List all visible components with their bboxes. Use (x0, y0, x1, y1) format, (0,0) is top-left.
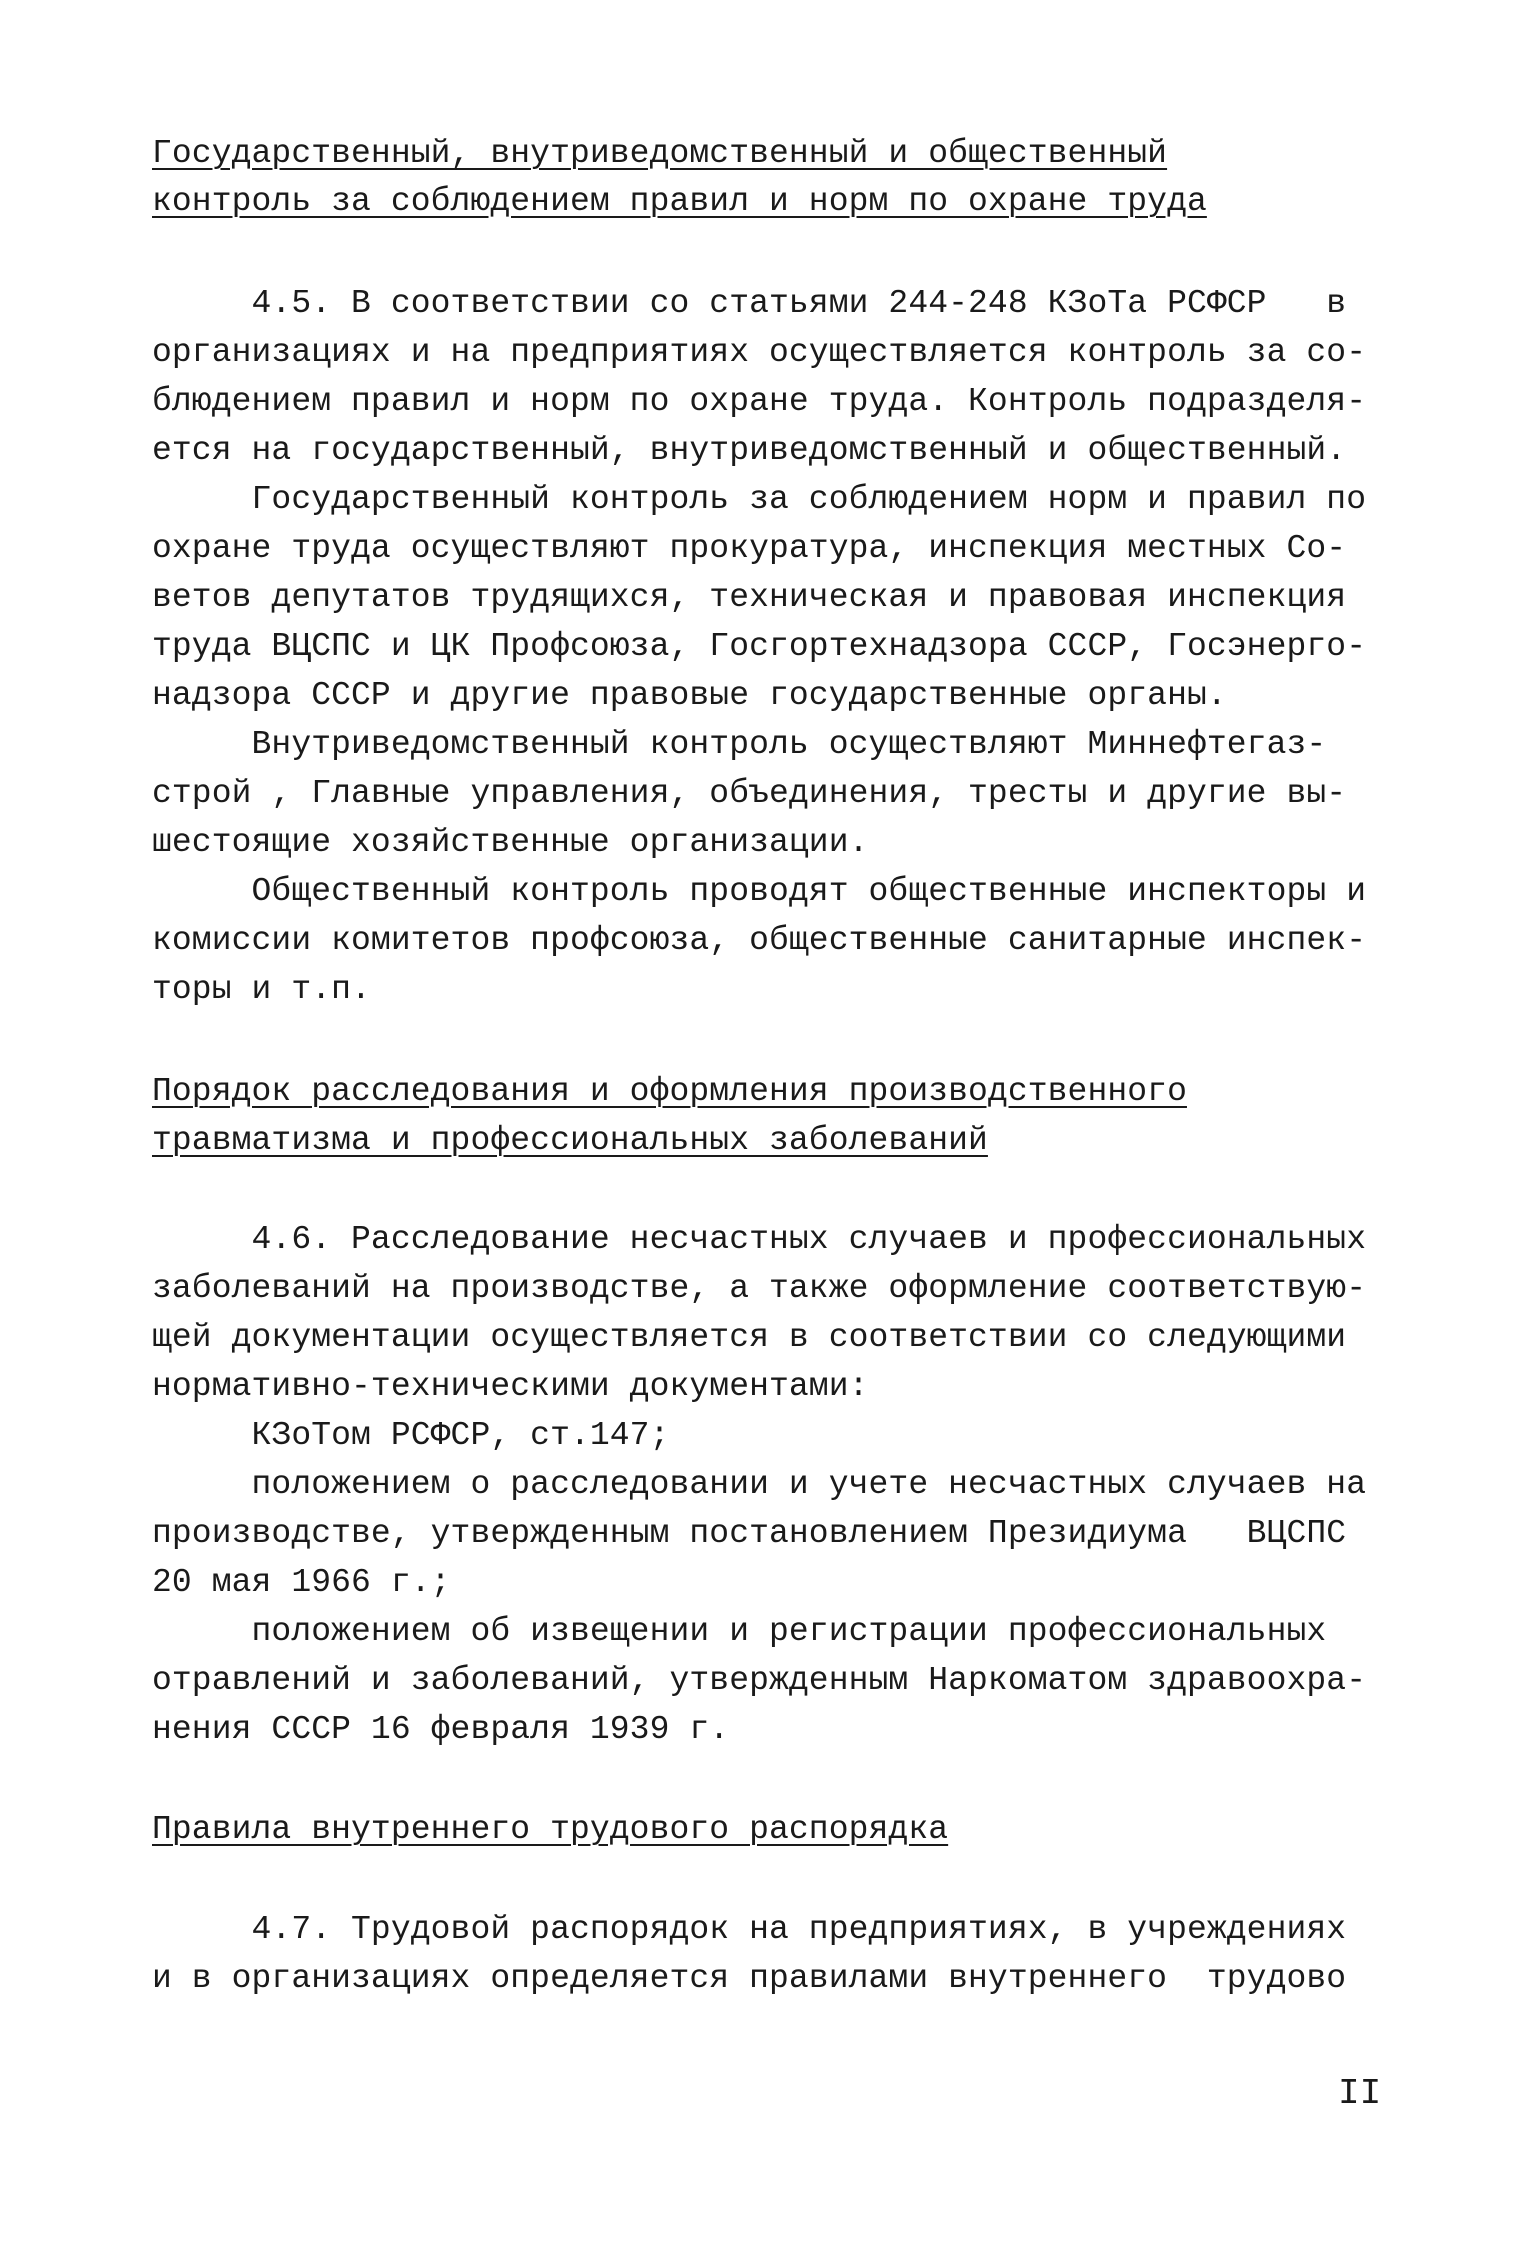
paragraph-4-7-line2: и в организациях определяется правилами внутреннего трудово (152, 1960, 1347, 1997)
heading-state-control-line1: Государственный, внутриведомственный и общественный (152, 135, 1168, 172)
paragraph-state-line3: ветов депутатов трудящихся, техническая и правовая инспекция (152, 579, 1347, 616)
paragraph-public-line3: торы и т.п. (152, 971, 371, 1008)
paragraph-internal-line1: Внутриведомственный контроль осуществляют Миннефтегаз- (152, 726, 1327, 763)
list-item-kzot: КЗоТом РСФСР, ст.147; (152, 1417, 670, 1454)
list-item-regulation1-line1: положением о расследовании и учете несчастных случаев на (152, 1466, 1367, 1503)
paragraph-4-5-line2: организациях и на предприятиях осуществляется контроль за со- (152, 334, 1367, 371)
paragraph-public-line1: Общественный контроль проводят общественные инспекторы и (152, 873, 1367, 910)
list-item-regulation2-line3: нения СССР 16 февраля 1939 г. (152, 1711, 730, 1748)
page-number: II (1338, 2073, 1382, 2114)
paragraph-4-5-line4: ется на государственный, внутриведомственный и общественный. (152, 432, 1347, 469)
paragraph-4-5-line1: 4.5. В соответствии со статьями 244-248 КЗоТа РСФСР в (152, 285, 1347, 322)
paragraph-state-line2: охране труда осуществляют прокуратура, инспекция местных Со- (152, 530, 1347, 567)
paragraph-4-5-line3: блюдением правил и норм по охране труда. Контроль подразделя- (152, 383, 1367, 420)
paragraph-4-6-line3: щей документации осуществляется в соответствии со следующими (152, 1319, 1347, 1356)
list-item-regulation2-line1: положением об извещении и регистрации профессиональных (152, 1613, 1327, 1650)
heading-investigation-line2: травматизма и профессиональных заболеваний (152, 1122, 988, 1159)
paragraph-internal-line2: строй , Главные управления, объединения, тресты и другие вы- (152, 775, 1347, 812)
paragraph-internal-line3: шестоящие хозяйственные организации. (152, 824, 869, 861)
paragraph-4-6-line4: нормативно-техническими документами: (152, 1368, 869, 1405)
paragraph-state-line1: Государственный контроль за соблюдением норм и правил по (152, 481, 1367, 518)
heading-state-control-line2: контроль за соблюдением правил и норм по охране труда (152, 183, 1207, 220)
heading-investigation-line1: Порядок расследования и оформления производственного (152, 1073, 1187, 1110)
paragraph-state-line5: надзора СССР и другие правовые государственные органы. (152, 677, 1227, 714)
paragraph-4-7-line1: 4.7. Трудовой распорядок на предприятиях, в учреждениях (152, 1911, 1347, 1948)
heading-labor-rules: Правила внутреннего трудового распорядка (152, 1811, 949, 1848)
paragraph-4-6-line2: заболеваний на производстве, а также оформление соответствую- (152, 1270, 1367, 1307)
paragraph-public-line2: комиссии комитетов профсоюза, общественные санитарные инспек- (152, 922, 1367, 959)
paragraph-state-line4: труда ВЦСПС и ЦК Профсоюза, Госгортехнадзора СССР, Госэнерго- (152, 628, 1367, 665)
paragraph-4-6-line1: 4.6. Расследование несчастных случаев и профессиональных (152, 1221, 1367, 1258)
list-item-regulation2-line2: отравлений и заболеваний, утвержденным Наркоматом здравоохра- (152, 1662, 1367, 1699)
list-item-regulation1-line2: производстве, утвержденным постановлением Президиума ВЦСПС (152, 1515, 1347, 1552)
list-item-regulation1-line3: 20 мая 1966 г.; (152, 1564, 451, 1601)
